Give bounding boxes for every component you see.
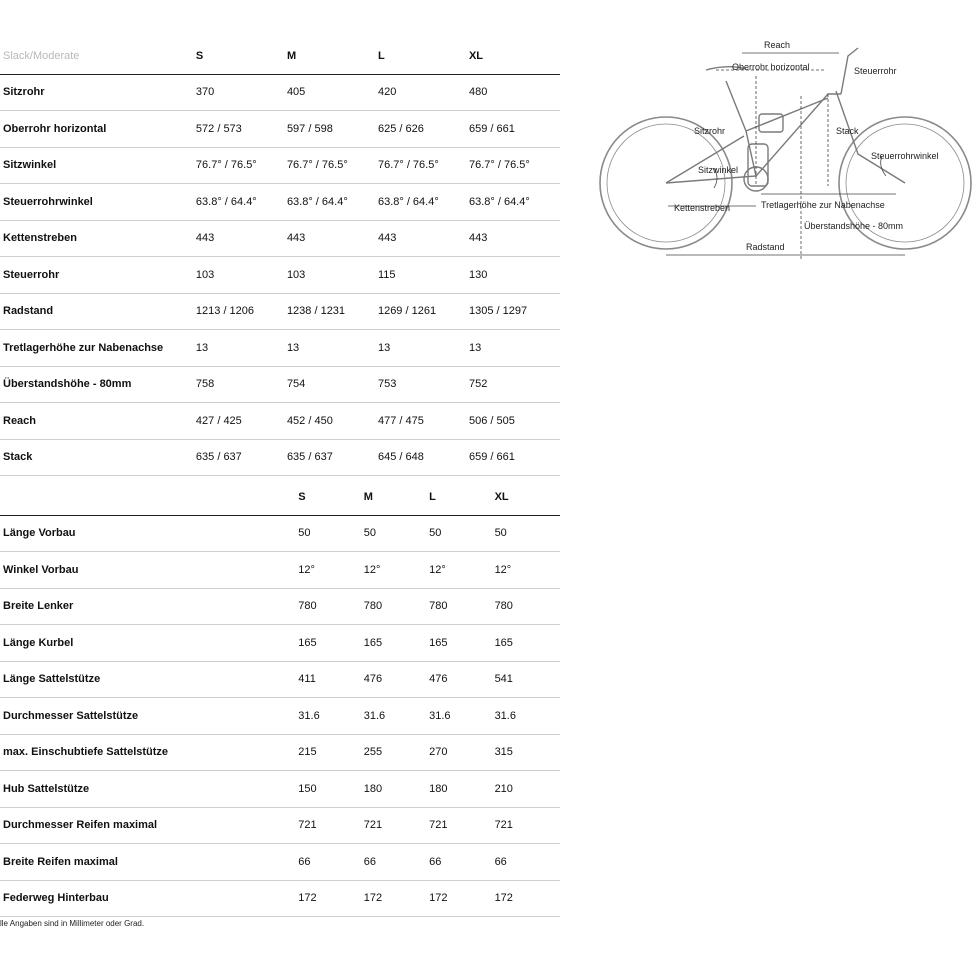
- row-label: Breite Lenker: [0, 588, 298, 625]
- cell-value: 172: [429, 880, 494, 917]
- row-label: Durchmesser Reifen maximal: [0, 807, 298, 844]
- cell-value: 31.6: [298, 698, 363, 735]
- components-table: [0, 479, 560, 917]
- cell-value: 659 / 661: [469, 111, 560, 148]
- cell-value: 172: [364, 880, 429, 917]
- row-label: Federweg Hinterbau: [0, 880, 298, 917]
- cell-value: 443: [378, 220, 469, 257]
- cell-value: 476: [364, 661, 429, 698]
- size-header-m: M: [364, 479, 429, 515]
- stack-label: Stack: [836, 126, 859, 136]
- cell-value: 572 / 573: [196, 111, 287, 148]
- cell-value: 115: [378, 257, 469, 294]
- cell-value: 754: [287, 366, 378, 403]
- cell-value: 165: [298, 625, 363, 662]
- cell-value: 597 / 598: [287, 111, 378, 148]
- size-header-xl: XL: [495, 479, 560, 515]
- size-header-s: S: [298, 479, 363, 515]
- radstand-label: Radstand: [746, 242, 785, 252]
- bike-geometry-diagram: [596, 36, 976, 260]
- table-corner-label: Slack/Moderate: [0, 38, 196, 74]
- sitzwinkel-label: Sitzwinkel: [698, 165, 739, 175]
- cell-value: 165: [495, 625, 560, 662]
- table-row: [0, 880, 560, 917]
- cell-value: 370: [196, 74, 287, 111]
- cell-value: 506 / 505: [469, 403, 560, 440]
- row-label: Steuerrohrwinkel: [0, 184, 196, 221]
- table-row: [0, 111, 560, 148]
- table-row: [0, 220, 560, 257]
- sitzrohr-label: Sitzrohr: [694, 126, 726, 136]
- size-header-l: L: [429, 479, 494, 515]
- cell-value: 130: [469, 257, 560, 294]
- row-label: Winkel Vorbau: [0, 552, 298, 589]
- cell-value: 12°: [495, 552, 560, 589]
- cell-value: 477 / 475: [378, 403, 469, 440]
- cell-value: 180: [429, 771, 494, 808]
- cell-value: 427 / 425: [196, 403, 287, 440]
- footnote: lle Angaben sind in Millimeter oder Grad.: [0, 919, 145, 928]
- table-row: [0, 330, 560, 367]
- cell-value: 12°: [429, 552, 494, 589]
- cell-value: 541: [495, 661, 560, 698]
- cell-value: 150: [298, 771, 363, 808]
- cell-value: 12°: [364, 552, 429, 589]
- row-label: Steuerrohr: [0, 257, 196, 294]
- row-label: Tretlagerhöhe zur Nabenachse: [0, 330, 196, 367]
- cell-value: 66: [364, 844, 429, 881]
- table-row: [0, 625, 560, 662]
- cell-value: 659 / 661: [469, 439, 560, 476]
- table-row: [0, 661, 560, 698]
- row-label: max. Einschubtiefe Sattelstütze: [0, 734, 298, 771]
- cell-value: 31.6: [495, 698, 560, 735]
- table-row: [0, 844, 560, 881]
- table-row: [0, 74, 560, 111]
- table-row: [0, 734, 560, 771]
- size-header-xl: XL: [469, 38, 560, 74]
- kettenstreben-label: Kettenstreben: [674, 203, 731, 213]
- cell-value: 625 / 626: [378, 111, 469, 148]
- cell-value: 443: [469, 220, 560, 257]
- cell-value: 165: [429, 625, 494, 662]
- row-label: Reach: [0, 403, 196, 440]
- cell-value: 103: [196, 257, 287, 294]
- cell-value: 165: [364, 625, 429, 662]
- cell-value: 31.6: [429, 698, 494, 735]
- row-label: Länge Vorbau: [0, 515, 298, 552]
- row-label: Sitzrohr: [0, 74, 196, 111]
- row-label: Länge Kurbel: [0, 625, 298, 662]
- cell-value: 721: [429, 807, 494, 844]
- cell-value: 66: [429, 844, 494, 881]
- cell-value: 13: [469, 330, 560, 367]
- row-label: Radstand: [0, 293, 196, 330]
- cell-value: 443: [287, 220, 378, 257]
- cell-value: 1213 / 1206: [196, 293, 287, 330]
- size-header-l: L: [378, 38, 469, 74]
- cell-value: 452 / 450: [287, 403, 378, 440]
- cell-value: 50: [429, 515, 494, 552]
- cell-value: 31.6: [364, 698, 429, 735]
- table-row: [0, 439, 560, 476]
- table-row: [0, 366, 560, 403]
- cell-value: 215: [298, 734, 363, 771]
- cell-value: 63.8° / 64.4°: [469, 184, 560, 221]
- row-label: Stack: [0, 439, 196, 476]
- table-row: [0, 807, 560, 844]
- table-row: [0, 293, 560, 330]
- row-label: Länge Sattelstütze: [0, 661, 298, 698]
- table-corner-label: [0, 479, 298, 515]
- cell-value: 66: [495, 844, 560, 881]
- cell-value: 255: [364, 734, 429, 771]
- table-row: [0, 698, 560, 735]
- table-row: [0, 184, 560, 221]
- cell-value: 780: [364, 588, 429, 625]
- cell-value: 1238 / 1231: [287, 293, 378, 330]
- cell-value: 63.8° / 64.4°: [378, 184, 469, 221]
- cell-value: 50: [298, 515, 363, 552]
- table-row: [0, 403, 560, 440]
- reach-label: Reach: [764, 40, 791, 50]
- cell-value: 480: [469, 74, 560, 111]
- cell-value: 270: [429, 734, 494, 771]
- cell-value: 172: [495, 880, 560, 917]
- cell-value: 411: [298, 661, 363, 698]
- cell-value: 210: [495, 771, 560, 808]
- table-row: [0, 771, 560, 808]
- cell-value: 753: [378, 366, 469, 403]
- oberrohr-label: Oberrohr horizontal: [732, 62, 810, 72]
- steuerrohr-label: Steuerrohr: [854, 66, 897, 76]
- cell-value: 172: [298, 880, 363, 917]
- table-header-row: [0, 479, 560, 515]
- cell-value: 476: [429, 661, 494, 698]
- row-label: Breite Reifen maximal: [0, 844, 298, 881]
- cell-value: 635 / 637: [196, 439, 287, 476]
- cell-value: 405: [287, 74, 378, 111]
- table-row: [0, 588, 560, 625]
- cell-value: 76.7° / 76.5°: [196, 147, 287, 184]
- geometry-table: [0, 38, 560, 476]
- cell-value: 780: [429, 588, 494, 625]
- cell-value: 721: [298, 807, 363, 844]
- cell-value: 13: [287, 330, 378, 367]
- row-label: Kettenstreben: [0, 220, 196, 257]
- cell-value: 443: [196, 220, 287, 257]
- table-row: [0, 515, 560, 552]
- ueberstand-label: Überstandshöhe - 80mm: [804, 221, 904, 231]
- cell-value: 50: [495, 515, 560, 552]
- cell-value: 758: [196, 366, 287, 403]
- cell-value: 780: [298, 588, 363, 625]
- cell-value: 13: [196, 330, 287, 367]
- cell-value: 76.7° / 76.5°: [469, 147, 560, 184]
- cell-value: 66: [298, 844, 363, 881]
- cell-value: 1305 / 1297: [469, 293, 560, 330]
- row-label: Durchmesser Sattelstütze: [0, 698, 298, 735]
- cell-value: 76.7° / 76.5°: [378, 147, 469, 184]
- cell-value: 645 / 648: [378, 439, 469, 476]
- cell-value: 420: [378, 74, 469, 111]
- table-row: [0, 257, 560, 294]
- cell-value: 12°: [298, 552, 363, 589]
- steuerrohrwinkel-label: Steuerrohrwinkel: [871, 151, 939, 161]
- table-row: [0, 552, 560, 589]
- tretlager-label: Tretlagerhöhe zur Nabenachse: [761, 200, 885, 210]
- cell-value: 63.8° / 64.4°: [196, 184, 287, 221]
- row-label: Sitzwinkel: [0, 147, 196, 184]
- cell-value: 721: [495, 807, 560, 844]
- cell-value: 13: [378, 330, 469, 367]
- cell-value: 752: [469, 366, 560, 403]
- cell-value: 315: [495, 734, 560, 771]
- cell-value: 63.8° / 64.4°: [287, 184, 378, 221]
- cell-value: 721: [364, 807, 429, 844]
- size-header-m: M: [287, 38, 378, 74]
- cell-value: 635 / 637: [287, 439, 378, 476]
- cell-value: 1269 / 1261: [378, 293, 469, 330]
- cell-value: 180: [364, 771, 429, 808]
- table-header-row: [0, 38, 560, 74]
- cell-value: 50: [364, 515, 429, 552]
- cell-value: 780: [495, 588, 560, 625]
- row-label: Oberrohr horizontal: [0, 111, 196, 148]
- row-label: Überstandshöhe - 80mm: [0, 366, 196, 403]
- row-label: Hub Sattelstütze: [0, 771, 298, 808]
- size-header-s: S: [196, 38, 287, 74]
- cell-value: 76.7° / 76.5°: [287, 147, 378, 184]
- cell-value: 103: [287, 257, 378, 294]
- table-row: [0, 147, 560, 184]
